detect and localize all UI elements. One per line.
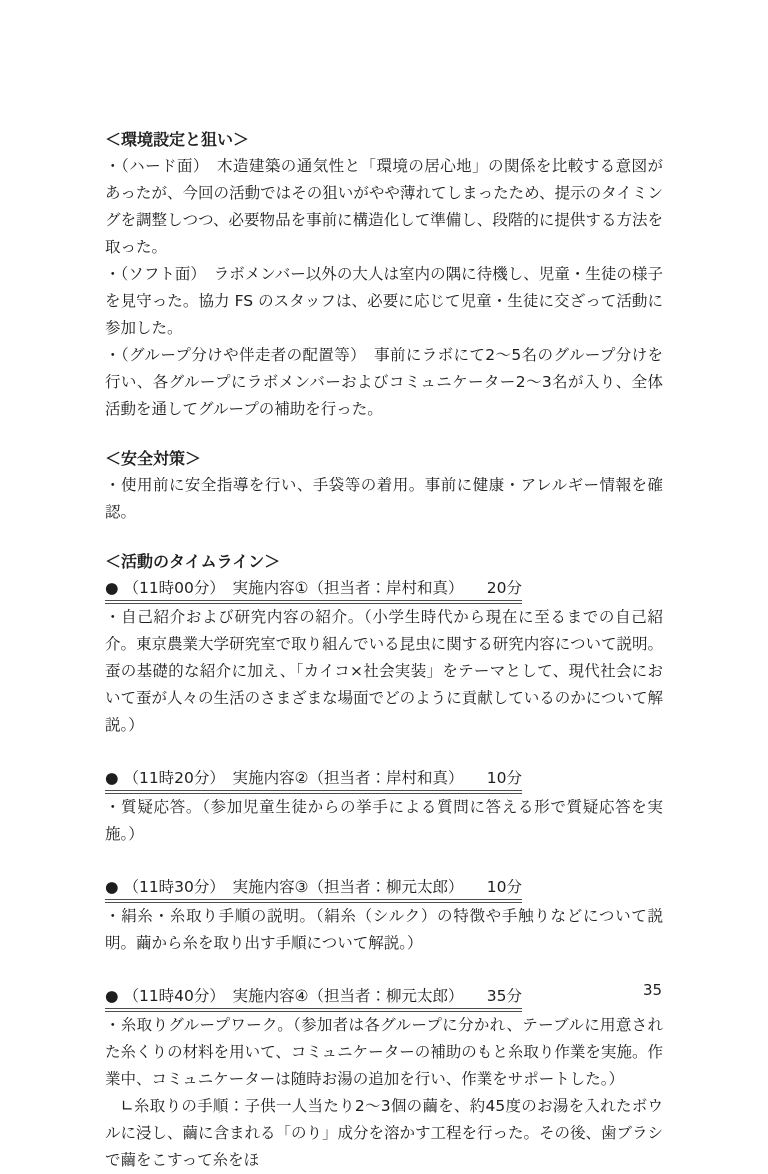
timeline-entry-1-header (105, 575, 663, 604)
timeline-entry-1-body: ・自己紹介および研究内容の紹介。（小学生時代から現在に至るまでの自己紹介。東京農業大学研究室で取り組んでいる昆虫に関する研究内容について説明。蚕の基礎的な紹介に加え、「カイコ×社会実装」をテーマとして、現代社会において蚕が人々の生活のさまざまな場面でどのように貢献しているのかについて解説。） (105, 608, 663, 734)
section-environment-setup (105, 126, 663, 423)
timeline-entry-4-header-text: ● （11時40分） 実施内容④（担当者：柳元太郎） 35分 (105, 986, 522, 1012)
timeline-entry-2-header (105, 765, 663, 794)
timeline-entry-4 (105, 983, 663, 1174)
timeline-entry-3-body: ・絹糸・糸取り手順の説明。（絹糸（シルク）の特徴や手触りなどについて説明。繭から糸を取り出す手順について解説。） (105, 907, 663, 952)
timeline-entry-2-header-text: ● （11時20分） 実施内容②（担当者：岸村和真） 10分 (105, 768, 522, 794)
paragraph-grouping: ・（グループ分けや伴走者の配置等） 事前にラボにて2～5名のグループ分けを行い、各グループにラボメンバーおよびコミュニケーター2～3名が入り、全体活動を通してグループの補助を行った。 (105, 346, 663, 418)
section-heading-timeline: ＜活動のタイムライン＞ (105, 552, 281, 571)
timeline-entry-3-header-text: ● （11時30分） 実施内容③（担当者：柳元太郎） 10分 (105, 877, 522, 903)
timeline-entry-2 (105, 765, 663, 848)
timeline-entry-1 (105, 575, 663, 739)
timeline-entry-4-header (105, 983, 663, 1012)
paragraph-safety: ・使用前に安全指導を行い、手袋等の着用。事前に健康・アレルギー情報を確認。 (105, 476, 663, 521)
paragraph-hard-aspect: ・（ハード面） 木造建築の通気性と「環境の居心地」の関係を比較する意図があったが、今回の活動ではその狙いがやや薄れてしまったため、提示のタイミングを調整しつつ、必要物品を事前に構造化して準備し、段階的に提供する方法を取った。 (105, 157, 663, 256)
paragraph-soft-aspect: ・（ソフト面） ラボメンバー以外の大人は室内の隅に待機し、児童・生徒の様子を見守った。協力 FS のスタッフは、必要に応じて児童・生徒に交ざって活動に参加した。 (105, 265, 663, 337)
timeline-entry-3-header (105, 874, 663, 903)
section-heading-safety: ＜安全対策＞ (105, 449, 202, 468)
timeline-entry-4-body: ・糸取りグループワーク。（参加者は各グループに分かれ、テーブルに用意された糸くりの材料を用いて、コミュニケーターの補助のもと糸取り作業を実施。作業中、コミュニケーターは随時お湯の追加を行い、作業をサポートした。） (105, 1016, 663, 1088)
timeline-entry-2-body: ・質疑応答。（参加児童生徒からの挙手による質問に答える形で質疑応答を実施。） (105, 798, 663, 843)
section-heading-environment: ＜環境設定と狙い＞ (105, 130, 250, 149)
timeline-entry-1-header-text: ● （11時00分） 実施内容①（担当者：岸村和真） 20分 (105, 578, 522, 604)
section-timeline (105, 548, 663, 1174)
timeline-entry-4-procedure: ∟糸取りの手順：子供一人当たり2～3個の繭を、約45度のお湯を入れたボウルに浸し、繭に含まれる「のり」成分を溶かす工程を行った。その後、歯ブラシで繭をこすって糸をほ (105, 1097, 664, 1169)
page-number: 35 (643, 981, 663, 999)
section-safety (105, 445, 663, 526)
timeline-entry-3 (105, 874, 663, 957)
